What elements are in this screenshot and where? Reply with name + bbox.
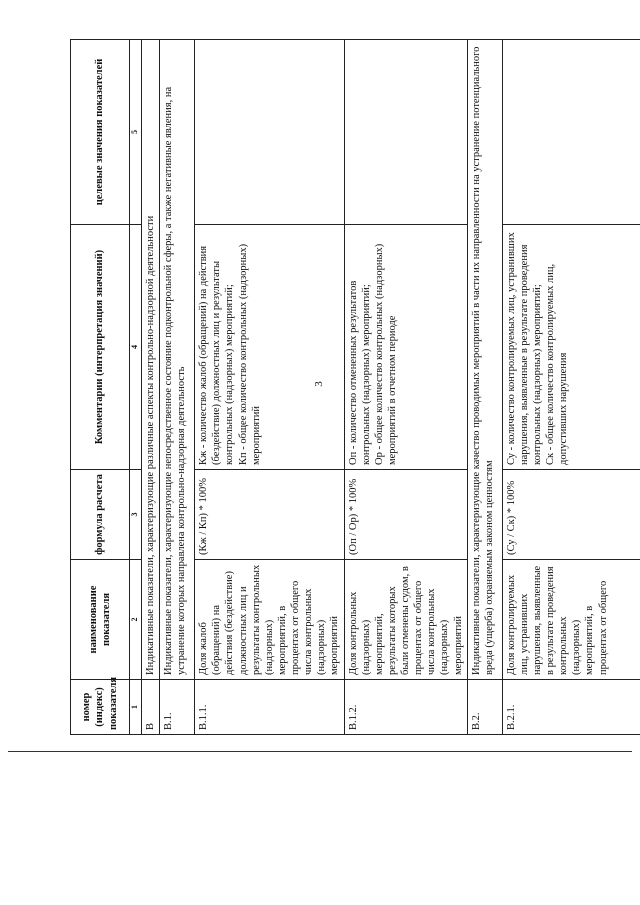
header-target: целевые значения показателей [71,40,130,225]
table-row [502,40,640,735]
column-number: 5 [130,40,142,225]
table-row-section [142,40,160,735]
table-row [344,40,467,735]
indicator-formula: (Кж / Кп) * 100% [195,470,344,560]
section-text: Индикативные показатели, характеризующие различные аспекты контрольно-надзорной деятельности [142,40,160,680]
row-index: В.1.1. [195,680,344,735]
column-number: 4 [130,225,142,470]
column-number: 3 [130,470,142,560]
column-number: 2 [130,560,142,680]
column-number: 1 [130,680,142,735]
row-index: В.1.2. [344,680,467,735]
table-row-section [160,40,195,735]
indicator-comment: Су - количество контролируемых лиц, устранивших нарушения, выявленные в результате проведения контрольных (надзорных) мероприятий; Ск - общее количество контролируемых лиц, допустивших нарушения [502,225,640,470]
indicator-name: Доля контролируемых лиц, устранивших нарушения, выявленные в результате проведения контрольных (надзорных) мероприятий, в процентах от общего [502,560,640,680]
page-number: 3 [312,381,325,387]
indicator-target [195,40,344,225]
row-index: В.2.1. [502,680,640,735]
indicator-target [502,40,640,225]
indicator-formula: (Оп / Ор) * 100% [344,470,467,560]
row-index: В.1. [160,680,195,735]
indicator-table [70,39,640,735]
indicator-formula: (Су / Ск) * 100% [502,470,640,560]
header-comment: Комментарии (интерпретация значений) [71,225,130,470]
indicator-name: Доля контрольных (надзорных) мероприятий, результаты которых были отменены судом, в процентах от общего числа контрольных (надзорных) мероприятий [344,560,467,680]
row-index: В.2. [467,680,502,735]
column-numbers-row [130,40,142,735]
section-text: Индикативные показатели, характеризующие непосредственное состояние подконтрольной сферы, а также негативные явления, на устранение которых направлена контрольно-надзорная деятельность [160,40,195,680]
indicator-comment: Оп - количество отмененных результатов контрольных (надзорных) мероприятий; Ор - общее количество контрольных (надзорных) мероприятий в отчетном периоде [344,225,467,470]
section-text: Индикативные показатели, характеризующие качество проводимых мероприятий в части их направленности на устранение потенциального вреда (ущерба) охраняемым законом ценностям [467,40,502,680]
header-index: номер (индекс) показателя [71,680,130,735]
header-formula: формула расчета [71,470,130,560]
indicator-table-rotated [70,40,610,735]
table-header-row [71,40,130,735]
indicator-name: Доля жалоб (обращений) на действия (бездействие) должностных лиц и результаты контрольных (надзорных) мероприятий, в процентах от общего числа контрольных (надзорных) мероприятий [195,560,344,680]
header-name: наименование показателя [71,560,130,680]
page-divider-line [8,751,632,752]
table-row-section [467,40,502,735]
row-index: В [142,680,160,735]
indicator-comment: Кж - количество жалоб (обращений) на действия (бездействие) должностных лиц и результаты контрольных (надзорных) мероприятий; Кп - общее количество контрольных (надзорных) мероприятий [195,225,344,470]
table-row [195,40,344,735]
indicator-target [344,40,467,225]
